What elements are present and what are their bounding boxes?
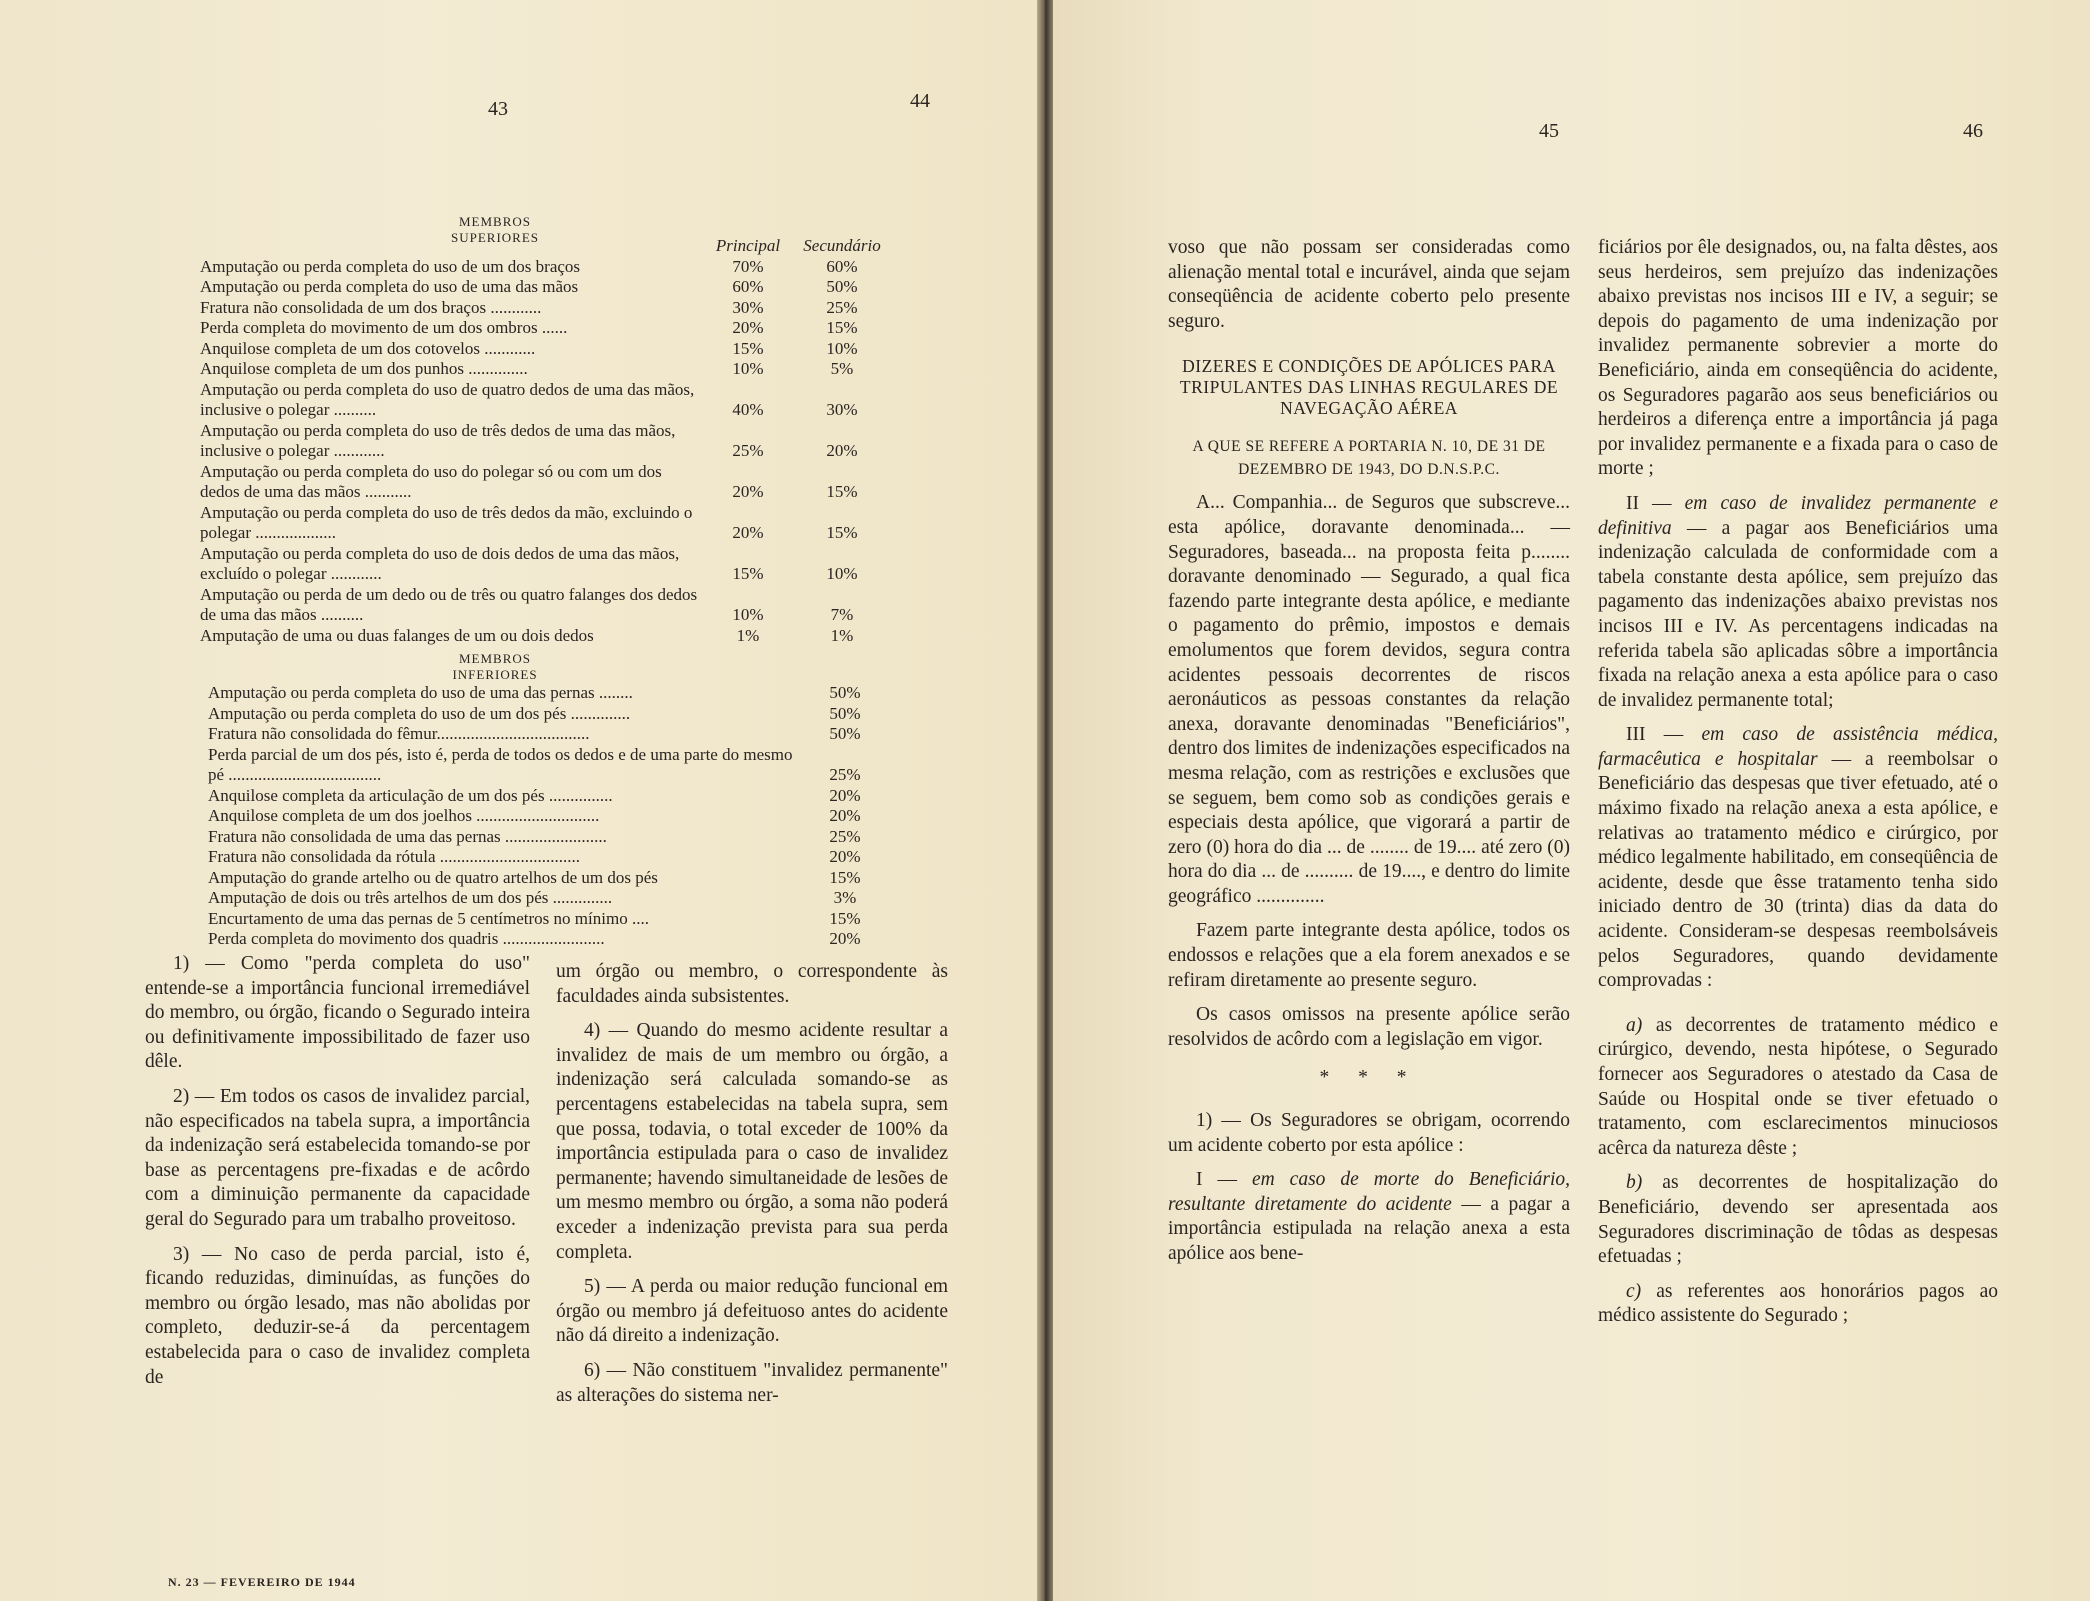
- paragraph: [1598, 1014, 1998, 1162]
- paragraph: A... Companhia... de Seguros que subscreve... esta apólice, doravante denominada... — Seguradores, baseada... na proposta feita p........ doravante denominado — Segurado, a qual fica fazendo parte integrante desta apólice, e mediante o pagamento do prêmio, impostos e demais emolumentos que forem devidos, segura contra acidentes pessoais decorrentes de riscos aeronáuticos as pessoas constantes da relação anexa, doravante denominadas "Beneficiários", dentro dos limites de indenizações especificados na mesma relação, com as restrições e exclusões que se seguem, bem como sob as condições gerais e especiais desta apólice, que vigorará a partir de zero (0) hora do dia ... de ........ de 19.... até zero (0) hora do dia ... de .......... de 19...., e dentro do limite geográfico ..............: [1168, 492, 1570, 907]
- clause-number: I —: [1196, 1169, 1252, 1191]
- section-subheading: A QUE SE REFERE A PORTARIA N. 10, DE 31 DE DEZEMBRO DE 1943, DO D.N.S.P.C.: [1192, 438, 1546, 479]
- table-row: [208, 909, 880, 930]
- value-secundario: 30%: [826, 400, 858, 419]
- row-label: Amputação ou perda completa do uso de uma das mãos: [200, 277, 579, 296]
- clause-title: em caso de invalidez permanente e definitiva: [1598, 492, 1998, 539]
- value-secundario: 20%: [826, 441, 858, 460]
- value-percentage: 50%: [829, 724, 861, 743]
- right-page: [1053, 0, 2090, 1601]
- row-label: Amputação ou perda completa do uso de quatro dedos de uma das mãos, inclusive o polegar ..........: [200, 379, 695, 419]
- value-principal: 10%: [732, 605, 764, 624]
- value-principal: 30%: [732, 297, 764, 317]
- row-label: Amputação ou perda completa do uso de três dedos de uma das mãos, inclusive o polegar ............: [200, 420, 676, 460]
- table-row: [200, 421, 890, 462]
- value-principal: 40%: [732, 400, 764, 419]
- section-separator: * * *: [1319, 1067, 1419, 1089]
- table-row: [208, 786, 880, 807]
- left-page: [0, 0, 1037, 1601]
- table-row: [208, 868, 880, 889]
- row-label: Fratura não consolidada de uma das pernas ........................: [208, 826, 607, 846]
- table-row: [200, 298, 890, 319]
- table-row: [200, 318, 890, 339]
- table-row: [208, 683, 880, 704]
- value-principal: 60%: [732, 277, 764, 296]
- value-percentage: 50%: [829, 683, 861, 702]
- value-secundario: 7%: [830, 605, 854, 624]
- table-row: [200, 359, 890, 380]
- table-title-superiores: MEMBROS SUPERIORES: [450, 214, 540, 245]
- clause-text: — a pagar a importância estipulada na relação anexa a esta apólice aos bene-: [1168, 1193, 1570, 1264]
- right-text-column-1: [1168, 236, 1570, 1277]
- value-percentage: 20%: [829, 929, 861, 948]
- row-label: Fratura não consolidada de um dos braços ............: [200, 297, 542, 317]
- row-label: Amputação ou perda completa do uso do polegar só ou com um dos dedos de uma das mãos ...........: [200, 461, 662, 501]
- item-text: as decorrentes de hospitalização do Beneficiário, devendo ser apresentada aos Seguradores discriminação de tôdas as despesas efetuadas ;: [1598, 1172, 1998, 1268]
- table-row: [200, 339, 890, 360]
- paragraph: 2) — Em todos os casos de invalidez parcial, não especificados na tabela supra, a importância da indenização será estabelecida tomando-se por base as percentagens pre-fixadas e de acôrdo com a diminuição permanente da capacidade geral do Segurado para um trabalho proveitoso.: [145, 1085, 530, 1230]
- row-label: Anquilose completa de um dos cotovelos ............: [200, 338, 536, 358]
- table-row: [200, 462, 890, 503]
- value-secundario: 50%: [826, 277, 858, 296]
- item-letter: c): [1626, 1280, 1642, 1302]
- clause-number: II —: [1626, 492, 1685, 514]
- value-secundario: 60%: [826, 256, 858, 276]
- value-secundario: 15%: [826, 482, 858, 501]
- value-percentage: 20%: [829, 806, 861, 825]
- table-header-row: [200, 236, 890, 257]
- clause-text: — a pagar aos Beneficiários uma indenização calculada de conformidade com a tabela constante desta apólice, sem prejuízo das pagamento das indenizações abaixo previstas nos incisos III e IV. As percentagens indicadas na referida tabela são aplicadas sôbre a importância fixada na relação anexa a esta apólice para o caso de invalidez permanente total;: [1598, 517, 1998, 711]
- paragraph: 1) — Como "perda completa do uso" entende-se a importância funcional irremediável do membro, ou órgão, ficando o Segurado inteira ou definitivamente impossibilitado de fazer uso dêle.: [145, 953, 530, 1073]
- table-row: [200, 544, 890, 585]
- table-row: [208, 806, 880, 827]
- value-secundario: 15%: [826, 318, 858, 337]
- value-principal: 10%: [732, 359, 764, 378]
- row-label: Amputação ou perda de um dedo ou de três ou quatro falanges dos dedos de uma das mãos ..........: [200, 584, 698, 624]
- row-label: Encurtamento de uma das pernas de 5 centímetros no mínimo ....: [208, 908, 649, 928]
- table-membros-superiores: [200, 236, 890, 646]
- paragraph: [1598, 492, 1998, 713]
- column-header-principal: Principal: [715, 236, 781, 255]
- table-row: [208, 827, 880, 848]
- value-principal: 25%: [732, 441, 764, 460]
- table-row: [208, 704, 880, 725]
- page-number-46: 46: [1963, 120, 1983, 142]
- row-label: Amputação ou perda completa do uso de um dos braços: [200, 256, 581, 276]
- value-principal: 1%: [736, 625, 760, 645]
- page-footer: N. 23 — FEVEREIRO DE 1944: [168, 1575, 356, 1589]
- paragraph-continuation: voso que não possam ser consideradas como alienação mental total e incurável, ainda que sejam conseqüência de acidente coberto pelo presente seguro.: [1168, 237, 1570, 332]
- row-label: Anquilose completa de um dos punhos ..............: [200, 359, 528, 378]
- row-label: Perda parcial de um dos pés, isto é, perda de todos os dedos e de uma parte do mesmo pé ....................................: [208, 744, 793, 784]
- page-number-43: 43: [488, 98, 508, 120]
- clause-text: — a reembolsar o Beneficiário das despesas que tiver efetuado, até o máximo fixado na relação anexa a esta apólice, e relativas ao tratamento médico e cirúrgico, por médico legalmente habilitado, em conseqüência de acidente, desde que êsse tratamento tenha sido iniciado dentro de 30 (trinta) dias da data do acidente. Consideram-se despesas reembolsáveis pelos Seguradores, quando devidamente comprovadas :: [1598, 748, 1998, 992]
- value-percentage: 20%: [829, 847, 861, 866]
- table-row: [200, 585, 890, 626]
- left-text-column-1: [145, 952, 530, 1400]
- table-row: [208, 745, 880, 786]
- paragraph: Os casos omissos na presente apólice serão resolvidos de acôrdo com a legislação em vigor.: [1168, 1004, 1570, 1050]
- column-header-secundario: Secundário: [803, 236, 881, 255]
- page-number-44: 44: [910, 90, 930, 112]
- paragraph-continuation: ficiários por êle designados, ou, na falta dêstes, aos seus herdeiros, sem prejuízo das indenizações abaixo previstas nos incisos III e IV, a seguir; se depois do pagamento de uma indenização por invalidez permanente sobrevier a morte do Beneficiário, ainda em conseqüência do acidente, os Seguradores pagarão aos seus beneficiários ou herdeiros a diferença entre a importância já paga por invalidez permanente e a fixada para o caso de morte ;: [1598, 237, 1998, 480]
- table-title-inferiores: MEMBROS INFERIORES: [452, 651, 538, 682]
- table-row: [208, 929, 880, 950]
- value-principal: 15%: [732, 338, 764, 358]
- table-row: [200, 503, 890, 544]
- clause-title: em caso de assistência médica, farmacêutica e hospitalar: [1598, 724, 1998, 770]
- paragraph: 6) — Não constituem "invalidez permanente" as alterações do sistema ner-: [556, 1359, 948, 1406]
- value-percentage: 20%: [829, 785, 861, 805]
- value-secundario: 10%: [826, 338, 858, 358]
- paragraph: 5) — A perda ou maior redução funcional em órgão ou membro já defeituoso antes do acidente não dá direito a indenização.: [556, 1276, 948, 1347]
- row-label: Fratura não consolidada da rótula .................................: [208, 847, 581, 866]
- value-percentage: 15%: [829, 908, 861, 928]
- paragraph: [1598, 723, 1998, 994]
- row-label: Amputação ou perda completa do uso de uma das pernas ........: [208, 683, 633, 702]
- row-label: Amputação de dois ou três artelhos de um dos pés ..............: [208, 888, 613, 907]
- item-letter: b): [1626, 1172, 1643, 1194]
- table-row: [208, 847, 880, 868]
- item-text: as referentes aos honorários pagos ao médico assistente do Segurado ;: [1598, 1280, 1998, 1327]
- row-label: Amputação ou perda completa do uso de um dos pés ..............: [208, 703, 631, 723]
- clause-number: III —: [1626, 724, 1702, 746]
- value-secundario: 25%: [826, 297, 858, 317]
- row-label: Anquilose completa de um dos joelhos .............................: [208, 806, 600, 825]
- book-spine: [1037, 0, 1053, 1601]
- value-principal: 20%: [732, 482, 764, 501]
- table-row: [208, 724, 880, 745]
- paragraph: [1598, 1171, 1998, 1269]
- section-heading: DIZERES E CONDIÇÕES DE APÓLICES PARA TRIPULANTES DAS LINHAS REGULARES DE NAVEGAÇÃO AÉREA: [1179, 356, 1559, 419]
- value-principal: 20%: [732, 318, 764, 337]
- paragraph: 3) — No caso de perda parcial, isto é, ficando reduzidas, diminuídas, as funções do membro ou órgão lesado, mas não abolidas por completo, deduzir-se-á da percentagem estabelecida para o caso de invalidez completa de: [145, 1243, 530, 1388]
- paragraph: 1) — Os Seguradores se obrigam, ocorrendo um acidente coberto por esta apólice :: [1168, 1110, 1570, 1156]
- value-percentage: 3%: [833, 888, 857, 907]
- clause-title: em caso de morte do Beneficiário, resultante diretamente do acidente: [1168, 1169, 1571, 1215]
- paragraph: [1168, 1168, 1570, 1266]
- table-row: [200, 380, 890, 421]
- table-membros-inferiores: [208, 683, 880, 950]
- row-label: Amputação ou perda completa do uso de dois dedos de uma das mãos, excluído o polegar ............: [200, 543, 680, 583]
- row-label: Perda completa do movimento de um dos ombros ......: [200, 318, 568, 337]
- value-principal: 20%: [732, 523, 764, 542]
- value-percentage: 25%: [829, 826, 861, 846]
- page-number-45: 45: [1539, 120, 1559, 142]
- paragraph: [1598, 1280, 1998, 1329]
- value-secundario: 15%: [826, 523, 858, 542]
- value-secundario: 10%: [826, 564, 858, 583]
- table-row: [200, 626, 890, 647]
- table-row: [208, 888, 880, 909]
- item-letter: a): [1626, 1014, 1643, 1036]
- left-text-column-2: [556, 960, 948, 1418]
- row-label: Amputação do grande artelho ou de quatro artelhos de um dos pés: [208, 867, 658, 887]
- row-label: Perda completa do movimento dos quadris ........................: [208, 929, 605, 948]
- row-label: Anquilose completa da articulação de um dos pés ...............: [208, 785, 613, 805]
- value-principal: 15%: [732, 564, 764, 583]
- value-secundario: 5%: [830, 359, 854, 378]
- value-percentage: 25%: [829, 765, 861, 784]
- row-label: Amputação ou perda completa do uso de três dedos da mão, excluindo o polegar ...................: [200, 502, 693, 542]
- paragraph: 4) — Quando do mesmo acidente resultar a invalidez de mais de um membro ou órgão, a indenização será calculada somando-se as percentagens estabelecidas na tabela supra, sem que possa, todavia, o total exceder de 100% da importância estipulada para o caso de invalidez permanente; havendo simultaneidade de lesões de um mesmo membro ou órgão, a soma não poderá exceder a indenização prevista para sua perda completa.: [556, 1020, 948, 1263]
- value-percentage: 15%: [829, 867, 861, 887]
- right-text-column-2: [1598, 236, 1998, 1339]
- value-percentage: 50%: [829, 703, 861, 723]
- value-principal: 70%: [732, 256, 764, 276]
- paragraph: Fazem parte integrante desta apólice, todos os endossos e relações que a ela forem anexados e se refiram diretamente ao presente seguro.: [1168, 920, 1570, 991]
- row-label: Amputação de uma ou duas falanges de um ou dois dedos: [200, 625, 594, 645]
- item-text: as decorrentes de tratamento médico e cirúrgico, devendo, nesta hipótese, o Segurado fornecer aos Seguradores o atestado da Casa de Saúde ou Hospital onde se tiver efetuado o tratamento, com esclarecimentos minuciosos acêrca da natureza dêste ;: [1598, 1014, 1998, 1159]
- paragraph-continuation: um órgão ou membro, o correspondente às faculdades ainda subsistentes.: [556, 961, 948, 1007]
- value-secundario: 1%: [830, 625, 854, 645]
- table-row: [200, 277, 890, 298]
- row-label: Fratura não consolidada do fêmur....................................: [208, 724, 590, 743]
- table-row: [200, 257, 890, 278]
